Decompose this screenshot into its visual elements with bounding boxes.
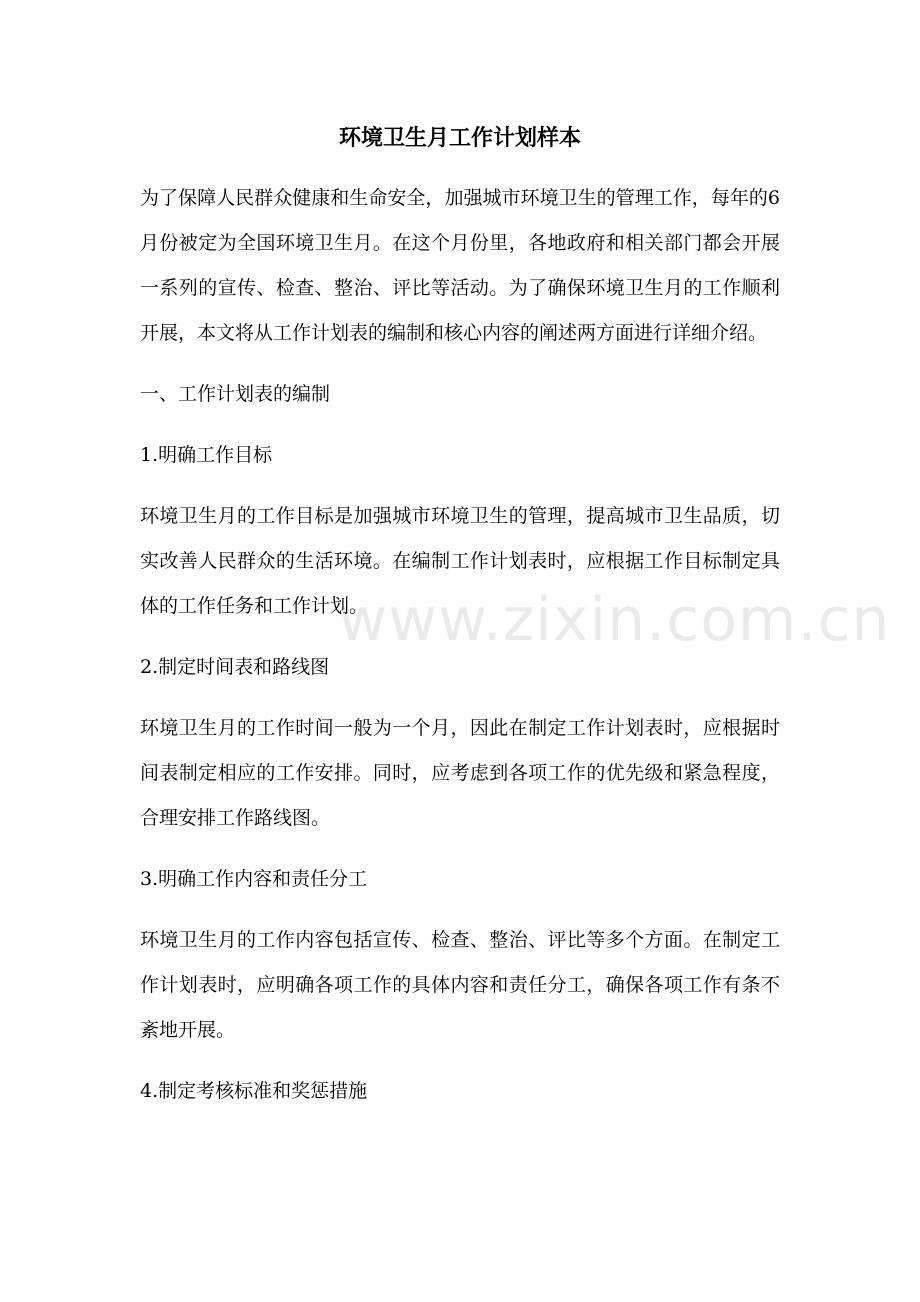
- document-body: [140, 176, 780, 1130]
- intro-paragraph: 为了保障人民群众健康和生命安全，加强城市环境卫生的管理工作，每年的6月份被定为全国环境卫生月。在这个月份里，各地政府和相关部门都会开展一系列的宣传、检查、整治、评比等活动。为了确保环境卫生月的工作顺利开展，本文将从工作计划表的编制和核心内容的阐述两方面进行详细介绍。: [140, 187, 780, 344]
- subsection-heading-assessment: 4.制定考核标准和奖惩措施: [140, 1080, 368, 1102]
- paragraph-goal: 环境卫生月的工作目标是加强城市环境卫生的管理，提高城市卫生品质，切实改善人民群众的生活环境。在编制工作计划表时，应根据工作目标制定具体的工作任务和工作计划。: [140, 505, 780, 617]
- subsection-heading-schedule: 2.制定时间表和路线图: [140, 656, 330, 678]
- watermark: www.zixin.com.cn: [338, 585, 891, 655]
- paragraph-schedule: 环境卫生月的工作时间一般为一个月，因此在制定工作计划表时，应根据时间表制定相应的工作安排。同时，应考虑到各项工作的优先级和紧急程度，合理安排工作路线图。: [140, 717, 780, 829]
- subsection-heading-goal: 1.明确工作目标: [140, 444, 273, 466]
- section-heading-1: 一、工作计划表的编制: [140, 383, 331, 405]
- page-title: 环境卫生月工作计划样本: [338, 125, 581, 151]
- paragraph-responsibility: 环境卫生月的工作内容包括宣传、检查、整治、评比等多个方面。在制定工作计划表时，应明确各项工作的具体内容和责任分工，确保各项工作有条不紊地开展。: [140, 929, 780, 1041]
- subsection-heading-responsibility: 3.明确工作内容和责任分工: [140, 868, 368, 890]
